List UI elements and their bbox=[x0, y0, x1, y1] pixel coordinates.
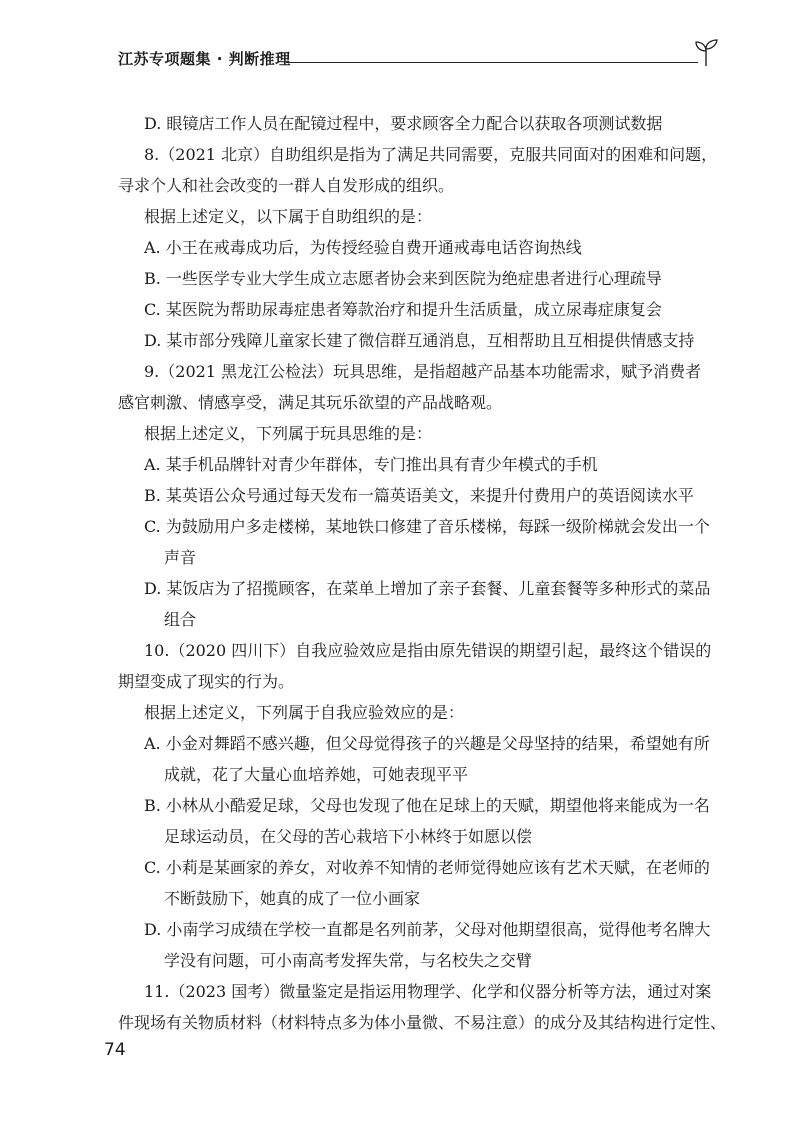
header-title: 江苏专项题集 · 判断推理 bbox=[118, 50, 291, 68]
sprout-icon bbox=[690, 36, 722, 68]
text-line: 期望变成了现实的行为。 bbox=[118, 672, 295, 691]
text-line: 11.（2023 国考）微量鉴定是指运用物理学、化学和仪器分析等方法，通过对案 bbox=[144, 982, 712, 1001]
text-line: 学没有问题，可小南高考发挥失常，与名校失之交臂 bbox=[164, 951, 533, 970]
text-line: 根据上述定义，下列属于自我应验效应的是： bbox=[144, 703, 465, 722]
header-rule bbox=[286, 62, 698, 63]
text-line: 9.（2021 黑龙江公检法）玩具思维，是指超越产品基本功能需求，赋予消费者 bbox=[144, 362, 702, 381]
page-body bbox=[118, 108, 727, 1038]
text-line: C. 某医院为帮助尿毒症患者筹款治疗和提升生活质量，成立尿毒症康复会 bbox=[144, 300, 662, 319]
text-line: 声音 bbox=[164, 548, 197, 567]
text-line: D. 小南学习成绩在学校一直都是名列前茅，父母对他期望很高，觉得他考名牌大 bbox=[144, 920, 711, 939]
text-line: B. 某英语公众号通过每天发布一篇英语美文，来提升付费用户的英语阅读水平 bbox=[144, 486, 694, 505]
text-line: 根据上述定义，下列属于玩具思维的是： bbox=[144, 424, 433, 443]
text-line: C. 为鼓励用户多走楼梯，某地铁口修建了音乐楼梯，每踩一级阶梯就会发出一个 bbox=[144, 517, 710, 536]
text-line: 感官刺激、情感享受，满足其玩乐欲望的产品战略观。 bbox=[118, 393, 503, 412]
text-line: 根据上述定义，以下属于自助组织的是： bbox=[144, 207, 433, 226]
text-line: D. 某市部分残障儿童家长建了微信群互通消息，互相帮助且互相提供情感支持 bbox=[144, 331, 695, 350]
text-line: 寻求个人和社会改变的一群人自发形成的组织。 bbox=[118, 176, 455, 195]
text-line: 8.（2021 北京）自助组织是指为了满足共同需要，克服共同面对的困难和问题， bbox=[144, 145, 718, 164]
text-line: A. 某手机品牌针对青少年群体，专门推出具有青少年模式的手机 bbox=[144, 455, 598, 474]
text-line: D. 眼镜店工作人员在配镜过程中，要求顾客全力配合以获取各项测试数据 bbox=[144, 114, 663, 133]
text-line: 件现场有关物质材料（材料特点多为体小量微、不易注意）的成分及其结构进行定性、 bbox=[118, 1013, 727, 1032]
running-header bbox=[118, 48, 718, 72]
text-line: A. 小金对舞蹈不感兴趣，但父母觉得孩子的兴趣是父母坚持的结果，希望她有所 bbox=[144, 734, 710, 753]
text-line: 足球运动员，在父母的苦心栽培下小林终于如愿以偿 bbox=[164, 827, 533, 846]
text-line: B. 小林从小酷爱足球，父母也发现了他在足球上的天赋，期望他将来能成为一名 bbox=[144, 796, 710, 815]
text-line: C. 小莉是某画家的养女，对收养不知情的老师觉得她应该有艺术天赋，在老师的 bbox=[144, 858, 710, 877]
page-number: 74 bbox=[104, 1040, 126, 1060]
text-line: B. 一些医学专业大学生成立志愿者协会来到医院为绝症患者进行心理疏导 bbox=[144, 269, 662, 288]
text-line: 10.（2020 四川下）自我应验效应是指由原先错误的期望引起，最终这个错误的 bbox=[144, 641, 712, 660]
text-line: 组合 bbox=[164, 610, 197, 629]
text-line: D. 某饭店为了招揽顾客，在菜单上增加了亲子套餐、儿童套餐等多种形式的菜品 bbox=[144, 579, 711, 598]
text-line: 成就，花了大量心血培养她，可她表现平平 bbox=[164, 765, 469, 784]
text-line: A. 小王在戒毒成功后，为传授经验自费开通戒毒电话咨询热线 bbox=[144, 238, 582, 257]
text-line: 不断鼓励下，她真的成了一位小画家 bbox=[164, 889, 421, 908]
